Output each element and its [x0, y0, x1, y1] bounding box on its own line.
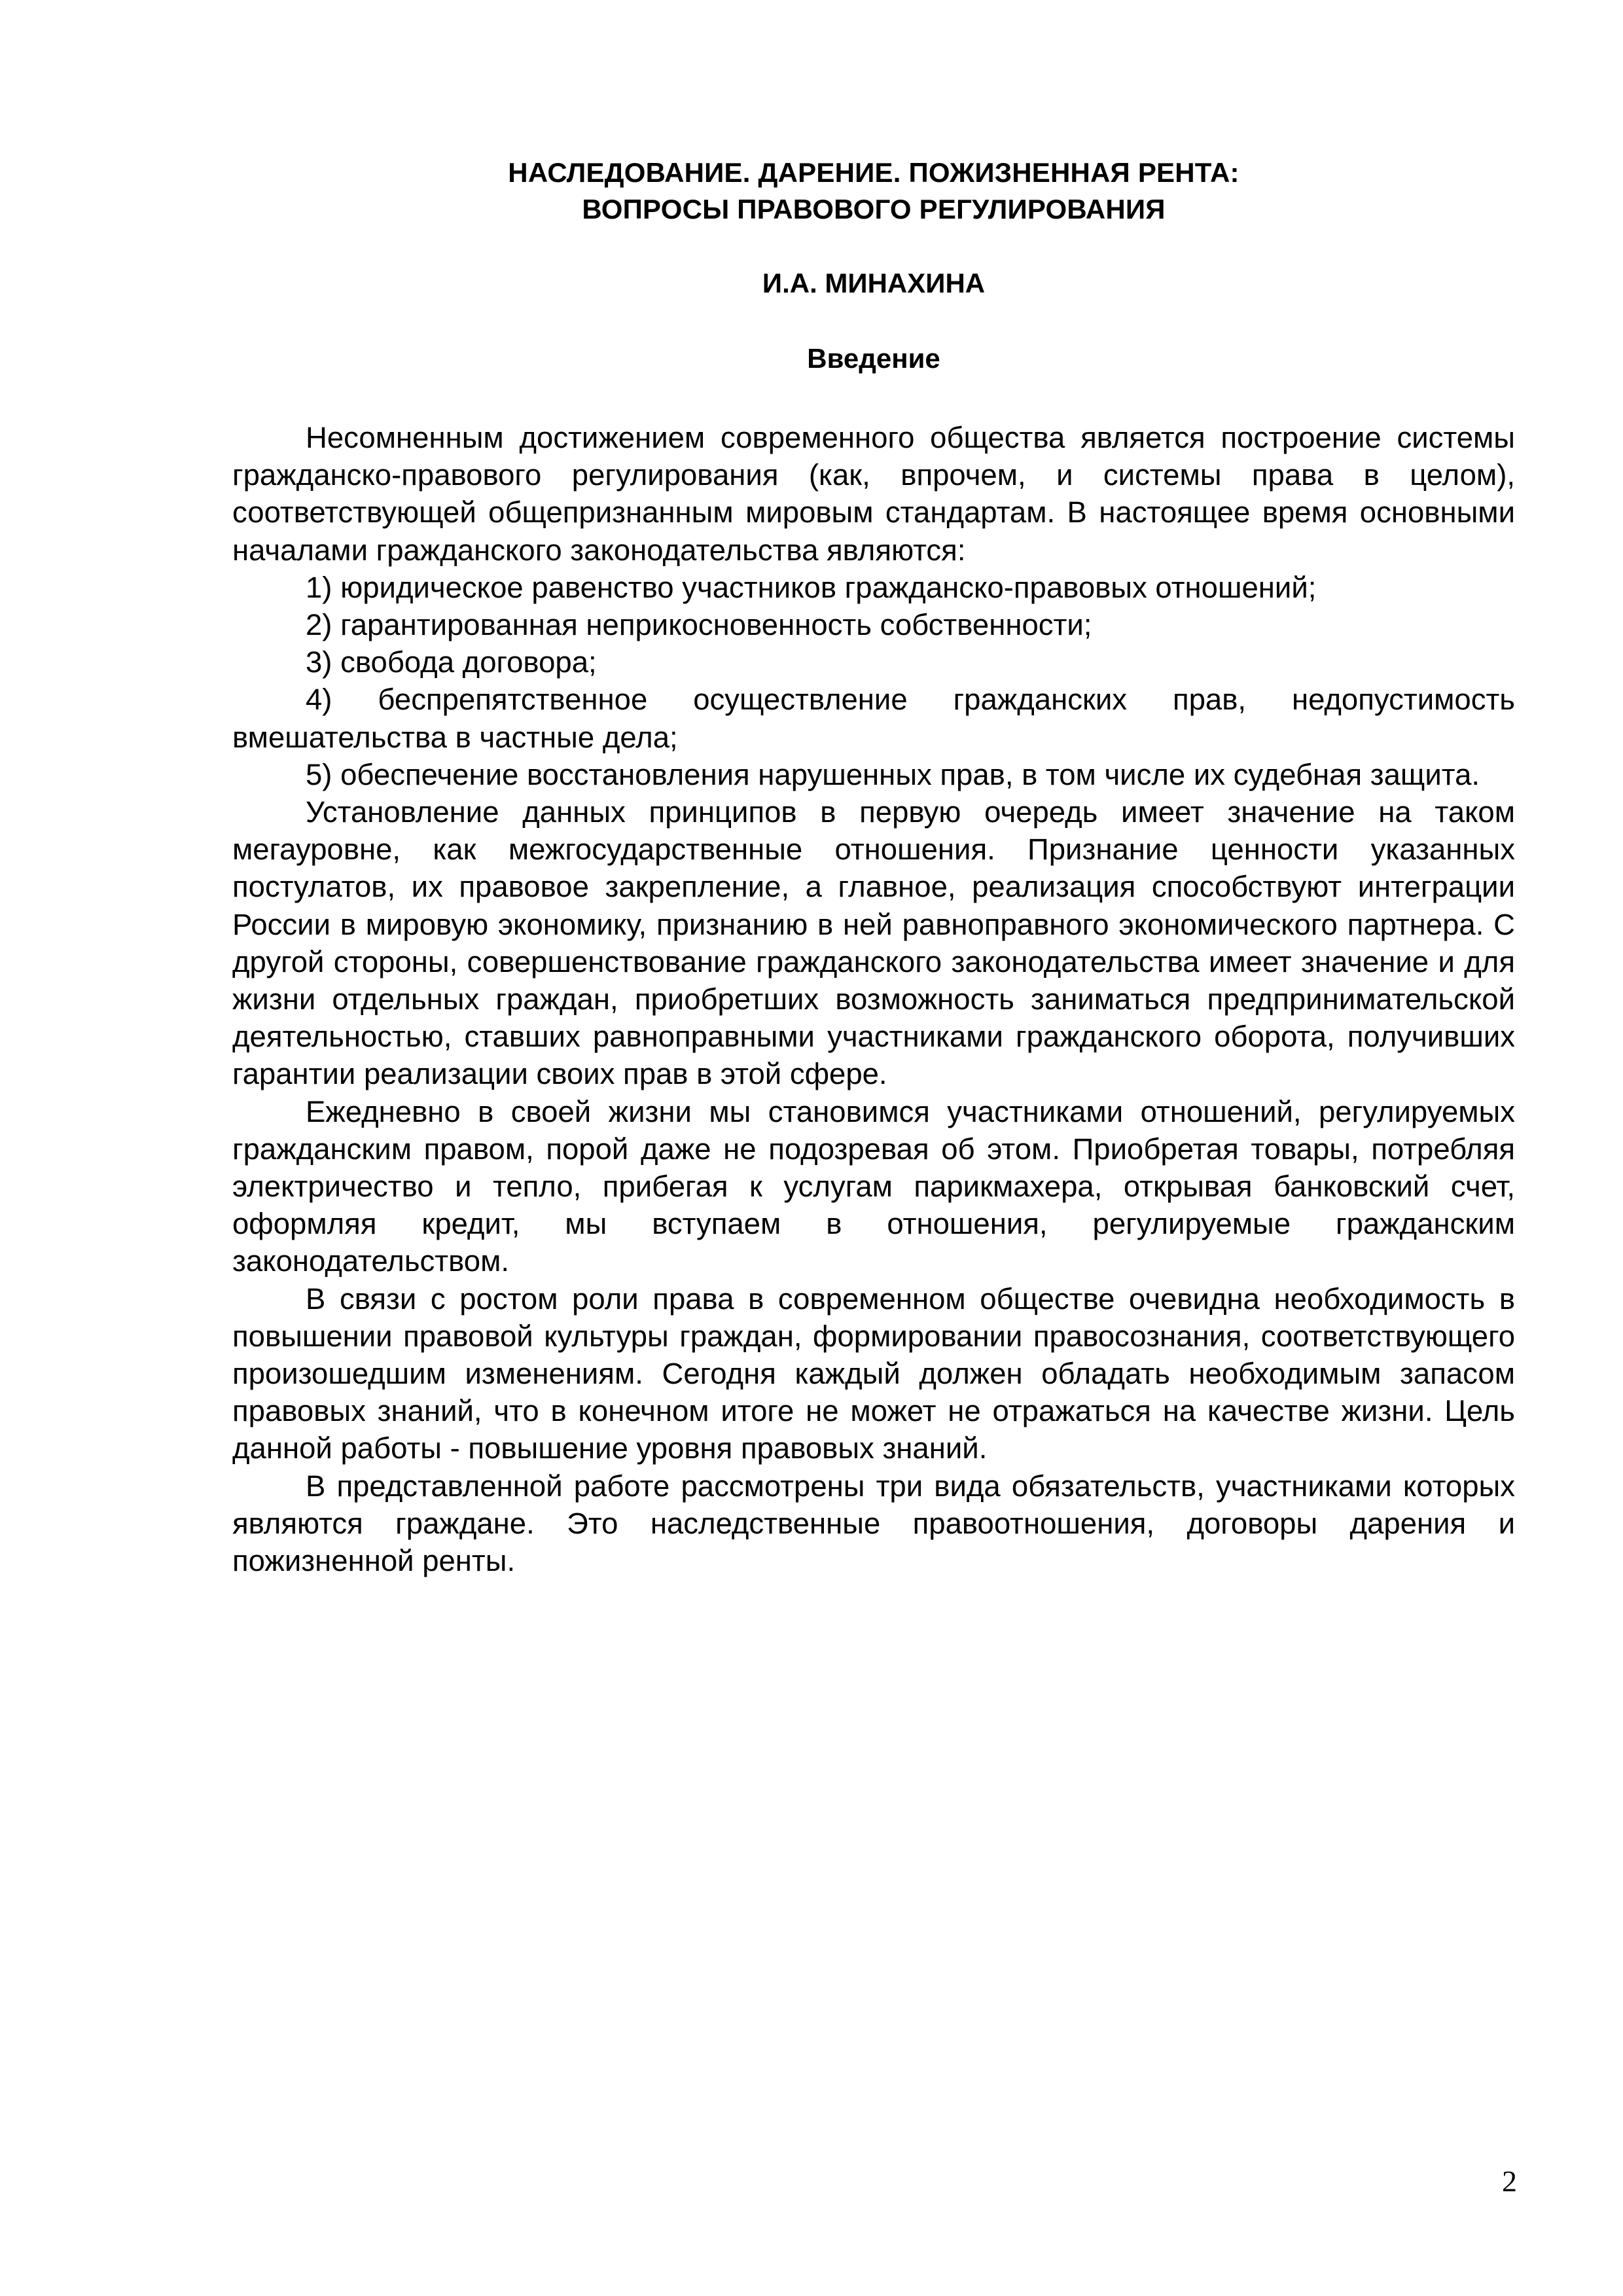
body-text: [232, 419, 1515, 1579]
title-line-2: ВОПРОСЫ ПРАВОВОГО РЕГУЛИРОВАНИЯ: [582, 194, 1166, 224]
section-heading: Введение: [807, 343, 940, 374]
paragraph-daily-life: Ежедневно в своей жизни мы становимся участниками отношений, регулируемых гражданским правом, порой даже не подозревая об этом. Приобретая товары, потребляя электричество и тепло, прибегая к услугам парикмахера, открывая банковский счет, оформляя кредит, мы вступаем в отношения, регулируемые гражданским законодательством.: [232, 1094, 1515, 1278]
document-title: [232, 154, 1515, 228]
paragraph-legal-culture: В связи с ростом роли права в современном обществе очевидна необходимость в повышении правовой культуры граждан, формировании правосознания, соответствующего произошедшим изменениям. Сегодня каждый должен обладать необходимым запасом правовых знаний, что в конечном итоге не может не отражаться на качестве жизни. Цель данной работы - повышение уровня правовых знаний.: [232, 1282, 1515, 1465]
list-item-5: 5) обеспечение восстановления нарушенных прав, в том числе их судебная защита.: [306, 757, 1480, 791]
list-item-1: 1) юридическое равенство участников гражданско-правовых отношений;: [306, 570, 1317, 604]
paragraph-scope: В представленной работе рассмотрены три вида обязательств, участниками которых являются граждане. Это наследственные правоотношения, договоры дарения и пожизненной ренты.: [232, 1469, 1515, 1578]
list-item-4: 4) беспрепятственное осуществление гражданских прав, недопустимость вмешательства в частные дела;: [232, 683, 1515, 754]
page-number: 2: [1502, 2164, 1517, 2198]
list-item-3: 3) свобода договора;: [306, 645, 597, 679]
list-item-2: 2) гарантированная неприкосновенность собственности;: [306, 608, 1092, 642]
paragraph-principles: Установление данных принципов в первую очередь имеет значение на таком мегауровне, как межгосударственные отношения. Признание ценности указанных постулатов, их правовое закрепление, а главное, реализация способствуют интеграции России в мировую экономику, признанию в ней равноправного экономического партнера. С другой стороны, совершенствование гражданского законодательства имеет значение и для жизни отдельных граждан, приобретших возможность заниматься предпринимательской деятельностью, ставших равноправными участниками гражданского оборота, получивших гарантии реализации своих прав в этой сфере.: [232, 795, 1515, 1091]
title-line-1: НАСЛЕДОВАНИЕ. ДАРЕНИЕ. ПОЖИЗНЕННАЯ РЕНТА:: [508, 157, 1240, 188]
author-name: И.А. МИНАХИНА: [762, 268, 986, 298]
paragraph-intro: Несомненным достижением современного общества является построение системы гражданско-правового регулирования (как, впрочем, и системы права в целом), соответствующей общепризнанным мировым стандартам. В настоящее время основными началами гражданского законодательства являются:: [232, 421, 1515, 567]
